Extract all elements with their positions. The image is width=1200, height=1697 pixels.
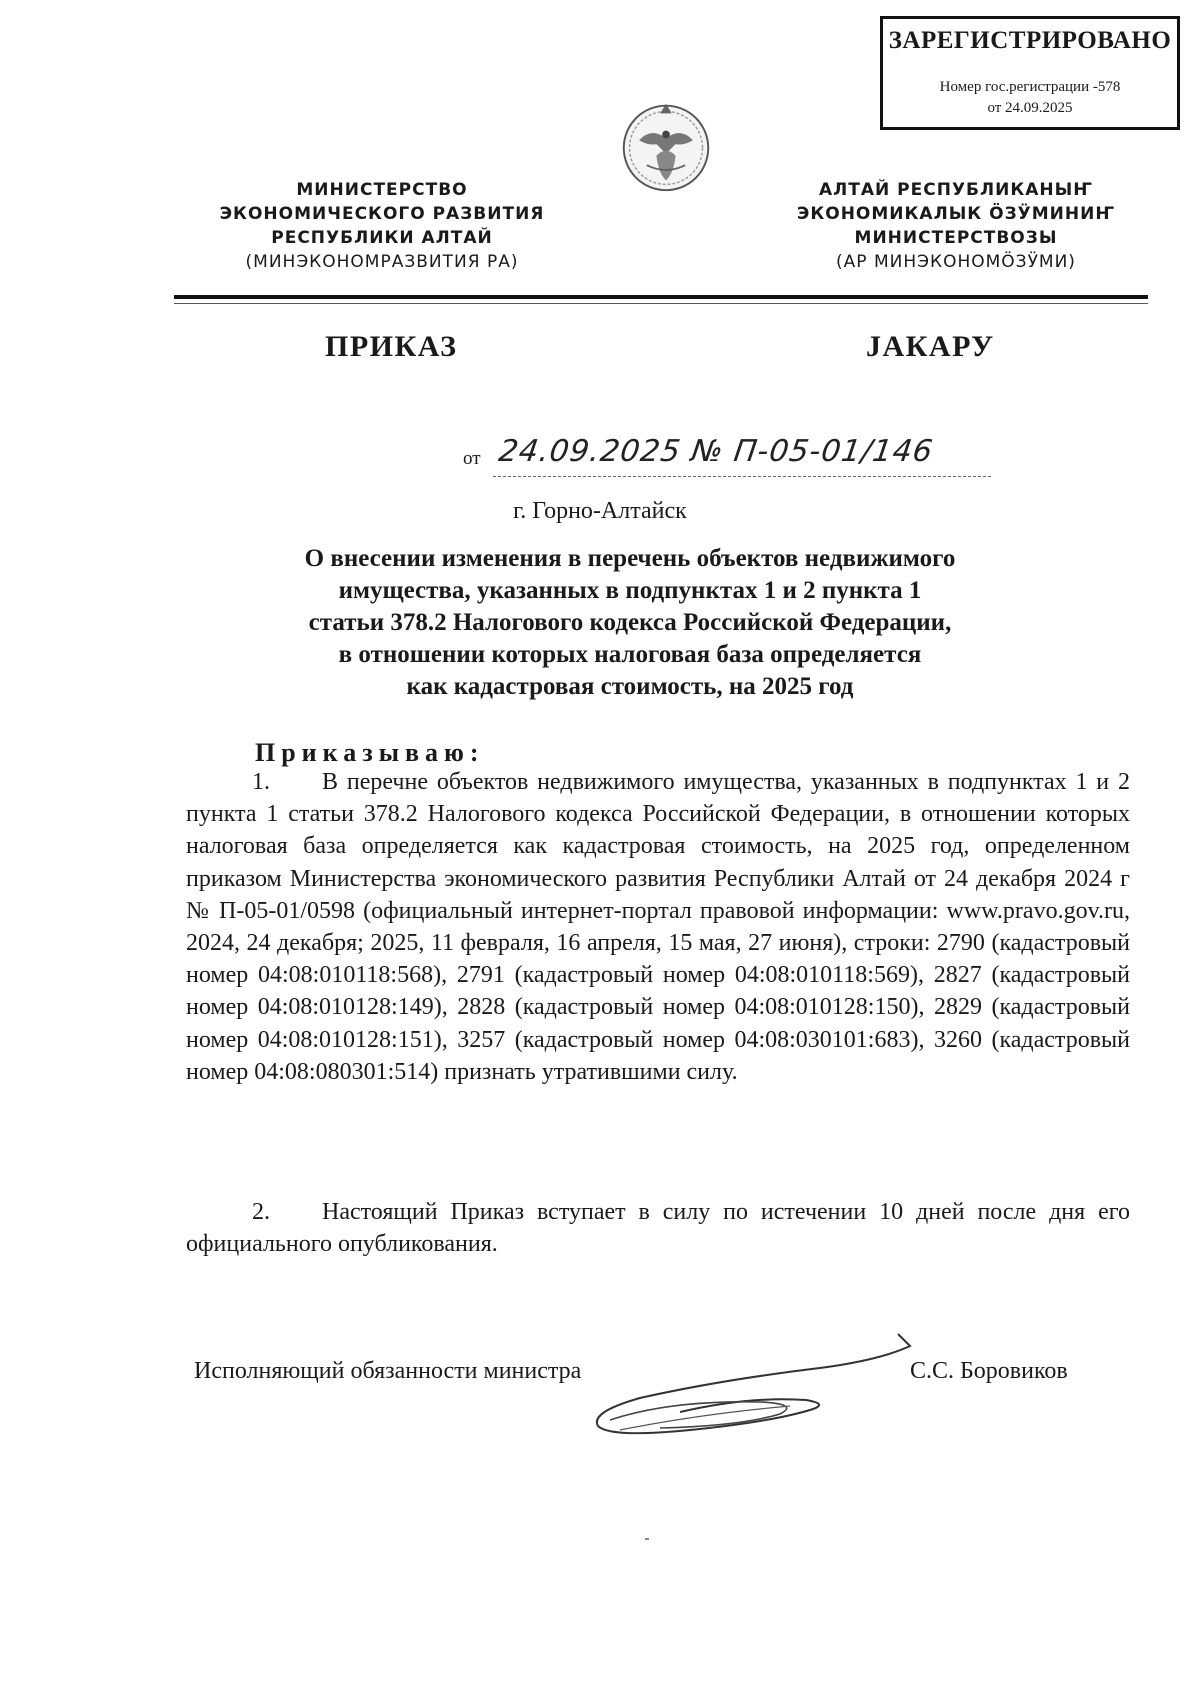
header-left-line-4: (МИНЭКОНОМРАЗВИТИЯ РА) [245,252,519,272]
handwritten-date-number: 24.09.2025 № П-05-01/146 [496,434,936,469]
header-divider-thin [174,303,1148,304]
city: г. Горно-Алтайск [513,498,687,524]
order-item-2 [186,1196,1130,1260]
stamp-title: ЗАРЕГИСТРИРОВАНО [888,27,1172,54]
title-line-2: имущества, указанных в подпунктах 1 и 2 пункта 1 [338,577,922,604]
signatory-name: С.С. Боровиков [910,1358,1068,1384]
signatory-position: Исполняющий обязанности министра [194,1358,582,1384]
header-right-line-3: МИНИСТЕРСТВОЗЫ [854,228,1058,248]
header-left-line-2: ЭКОНОМИЧЕСКОГО РАЗВИТИЯ [219,204,545,224]
item-number: 1. [252,769,270,795]
ministry-name-altai [756,178,1156,274]
registration-stamp [880,16,1180,130]
item-text: В перечне объектов недвижимого имущества, указанных в подпунктах 1 и 2 пункта 1 статьи 378.2 Налогового кодекса Российской Федерации, в отношении которых налоговая база определяется как кадастровая стоимость, на 2025 год, определенном приказом Министерства экономического развития Республики Алтай от 24 декабря 2024 г № П-05-01/0598 (официальный интернет-портал правовой информации: www.pravo.gov.ru, 2024, 24 декабря; 2025, 11 февраля, 16 апреля, 15 мая, 27 июня), строки: 2790 (кадастровый номер 04:08:010118:568), 2791 (кадастровый номер 04:08:010118:569), 2827 (кадастровый номер 04:08:010128:149), 2828 (кадастровый номер 04:08:010128:150), 2829 (кадастровый номер 04:08:010128:151), 3257 (кадастровый номер 04:08:030101:683), 3260 (кадастровый номер 04:08:080301:514) признать утратившими силу. [186,769,1130,1085]
header-left-line-3: РЕСПУБЛИКИ АЛТАЙ [271,228,493,248]
handwritten-signature [580,1330,920,1450]
order-item-1 [186,766,1130,1088]
title-line-1: О внесении изменения в перечень объектов недвижимого [304,545,956,572]
header-right-line-2: ЭКОНОМИКАЛЫК ӦЗӰМИНИҤ [796,204,1116,224]
title-line-3: статьи 378.2 Налогового кодекса Российской Федерации, [308,609,952,636]
title-line-4: в отношении которых налоговая база определяется [338,641,922,668]
date-number-line [463,434,993,480]
doc-type-altai: JАКАРУ [866,330,995,363]
document-title [200,543,1060,703]
header-right-line-1: АЛТАЙ РЕСПУБЛИКАНЫҤ [819,180,1093,200]
doc-type-russian: ПРИКАЗ [325,330,458,363]
header-divider [174,295,1148,299]
item-text: Настоящий Приказ вступает в силу по истечении 10 дней после дня его официального опубликования. [186,1199,1130,1258]
header-left-line-1: МИНИСТЕРСТВО [296,180,468,200]
date-prefix: от [463,448,481,469]
stamp-registration-number: Номер гос.регистрации -578 [939,79,1121,95]
title-line-5: как кадастровая стоимость, на 2025 год [406,673,854,700]
scan-speck [645,1538,649,1540]
date-underline [493,476,991,477]
order-verb: Приказываю: [255,738,485,767]
header-right-line-4: (АР МИНЭКОНОМӦЗӰМИ) [836,252,1076,272]
coat-of-arms-icon [618,98,714,194]
ministry-name-russian [172,178,592,274]
item-number: 2. [252,1199,270,1225]
stamp-registration-date: от 24.09.2025 [987,100,1073,116]
